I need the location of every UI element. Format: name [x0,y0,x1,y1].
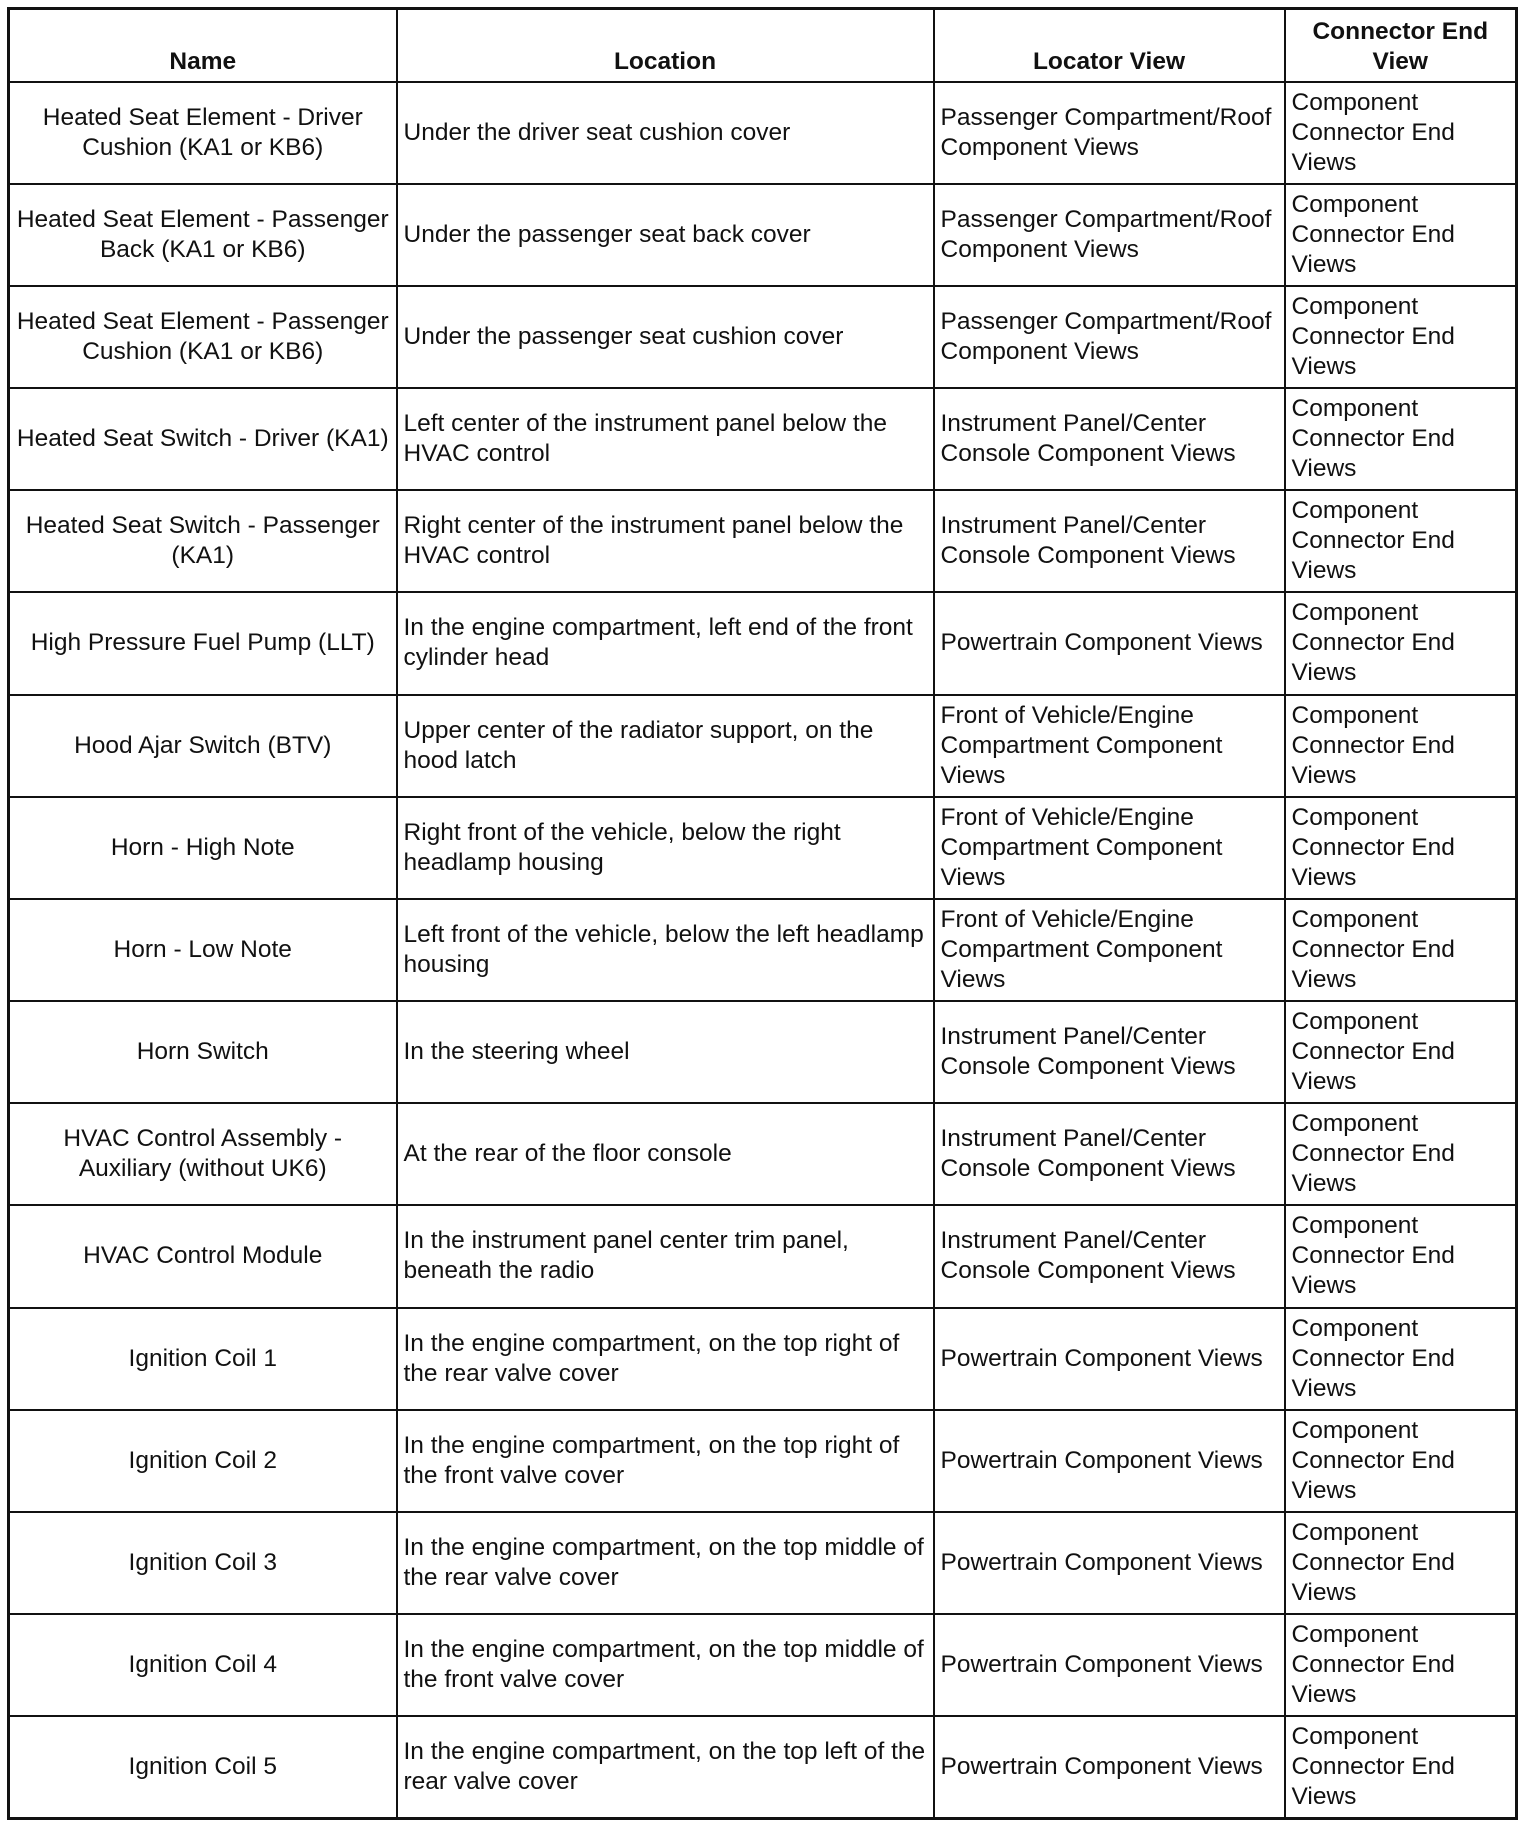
location-cell: Under the driver seat cushion cover [397,82,934,184]
connector-end-view-cell: Component Connector End Views [1285,1308,1517,1410]
locator-view-cell: Instrument Panel/Center Console Component Views [934,1205,1285,1307]
connector-end-view-cell: Component Connector End Views [1285,82,1517,184]
component-name-cell: Horn - Low Note [9,899,397,1001]
component-name-cell: Hood Ajar Switch (BTV) [9,695,397,797]
location-cell: In the steering wheel [397,1001,934,1103]
connector-end-view-cell: Component Connector End Views [1285,1205,1517,1307]
locator-view-cell: Powertrain Component Views [934,1716,1285,1818]
location-cell: In the engine compartment, left end of the front cylinder head [397,592,934,694]
connector-end-view-cell: Component Connector End Views [1285,490,1517,592]
location-cell: In the engine compartment, on the top middle of the rear valve cover [397,1512,934,1614]
component-name-cell: Heated Seat Switch - Passenger (KA1) [9,490,397,592]
component-name-cell: Heated Seat Element - Passenger Back (KA1 or KB6) [9,184,397,286]
locator-view-cell: Instrument Panel/Center Console Component Views [934,1103,1285,1205]
locator-view-cell: Powertrain Component Views [934,1410,1285,1512]
locator-view-cell: Powertrain Component Views [934,1614,1285,1716]
table-row [9,695,1517,797]
locator-view-cell: Instrument Panel/Center Console Component Views [934,490,1285,592]
component-name-cell: HVAC Control Assembly - Auxiliary (without UK6) [9,1103,397,1205]
location-cell: At the rear of the floor console [397,1103,934,1205]
locator-view-cell: Powertrain Component Views [934,592,1285,694]
locator-view-cell: Passenger Compartment/Roof Component Views [934,286,1285,388]
table-row [9,184,1517,286]
table-row [9,1308,1517,1410]
locator-view-cell: Front of Vehicle/Engine Compartment Component Views [934,899,1285,1001]
table-row [9,797,1517,899]
table-row [9,1205,1517,1307]
location-cell: Under the passenger seat cushion cover [397,286,934,388]
location-cell: Under the passenger seat back cover [397,184,934,286]
component-name-cell: Heated Seat Element - Passenger Cushion (KA1 or KB6) [9,286,397,388]
location-cell: Right front of the vehicle, below the right headlamp housing [397,797,934,899]
header-row [9,9,1517,82]
component-name-cell: Heated Seat Element - Driver Cushion (KA1 or KB6) [9,82,397,184]
column-header-connector-end-view: Connector End View [1285,9,1517,82]
table-row [9,1410,1517,1512]
table-row [9,1001,1517,1103]
connector-end-view-cell: Component Connector End Views [1285,286,1517,388]
table-row [9,1716,1517,1818]
location-cell: In the engine compartment, on the top right of the front valve cover [397,1410,934,1512]
table-row [9,286,1517,388]
column-header-locator-view: Locator View [934,9,1285,82]
connector-end-view-cell: Component Connector End Views [1285,184,1517,286]
locator-view-cell: Instrument Panel/Center Console Component Views [934,1001,1285,1103]
component-name-cell: Ignition Coil 1 [9,1308,397,1410]
connector-end-view-cell: Component Connector End Views [1285,1103,1517,1205]
component-name-cell: Horn - High Note [9,797,397,899]
component-locator-table [7,7,1518,1820]
connector-end-view-cell: Component Connector End Views [1285,695,1517,797]
connector-end-view-cell: Component Connector End Views [1285,797,1517,899]
component-name-cell: Ignition Coil 3 [9,1512,397,1614]
locator-view-cell: Powertrain Component Views [934,1512,1285,1614]
connector-end-view-cell: Component Connector End Views [1285,388,1517,490]
column-header-location: Location [397,9,934,82]
location-cell: In the engine compartment, on the top right of the rear valve cover [397,1308,934,1410]
component-locator-sheet [7,7,1515,1820]
connector-end-view-cell: Component Connector End Views [1285,592,1517,694]
table-row [9,899,1517,1001]
component-name-cell: High Pressure Fuel Pump (LLT) [9,592,397,694]
locator-view-cell: Front of Vehicle/Engine Compartment Component Views [934,797,1285,899]
location-cell: In the engine compartment, on the top left of the rear valve cover [397,1716,934,1818]
connector-end-view-cell: Component Connector End Views [1285,1512,1517,1614]
locator-view-cell: Front of Vehicle/Engine Compartment Component Views [934,695,1285,797]
location-cell: Upper center of the radiator support, on the hood latch [397,695,934,797]
column-header-name: Name [9,9,397,82]
connector-end-view-cell: Component Connector End Views [1285,1410,1517,1512]
table-row [9,490,1517,592]
locator-view-cell: Powertrain Component Views [934,1308,1285,1410]
location-cell: Left center of the instrument panel below the HVAC control [397,388,934,490]
locator-view-cell: Passenger Compartment/Roof Component Views [934,184,1285,286]
connector-end-view-cell: Component Connector End Views [1285,1001,1517,1103]
table-row [9,388,1517,490]
table-row [9,592,1517,694]
component-name-cell: Horn Switch [9,1001,397,1103]
location-cell: In the instrument panel center trim panel, beneath the radio [397,1205,934,1307]
location-cell: In the engine compartment, on the top middle of the front valve cover [397,1614,934,1716]
connector-end-view-cell: Component Connector End Views [1285,1614,1517,1716]
component-name-cell: Ignition Coil 4 [9,1614,397,1716]
table-row [9,82,1517,184]
table-row [9,1614,1517,1716]
table-row [9,1103,1517,1205]
table-row [9,1512,1517,1614]
component-name-cell: Heated Seat Switch - Driver (KA1) [9,388,397,490]
locator-view-cell: Passenger Compartment/Roof Component Views [934,82,1285,184]
component-name-cell: Ignition Coil 5 [9,1716,397,1818]
locator-view-cell: Instrument Panel/Center Console Component Views [934,388,1285,490]
connector-end-view-cell: Component Connector End Views [1285,899,1517,1001]
location-cell: Left front of the vehicle, below the left headlamp housing [397,899,934,1001]
location-cell: Right center of the instrument panel below the HVAC control [397,490,934,592]
component-name-cell: Ignition Coil 2 [9,1410,397,1512]
table-body [9,82,1517,1819]
connector-end-view-cell: Component Connector End Views [1285,1716,1517,1818]
component-name-cell: HVAC Control Module [9,1205,397,1307]
